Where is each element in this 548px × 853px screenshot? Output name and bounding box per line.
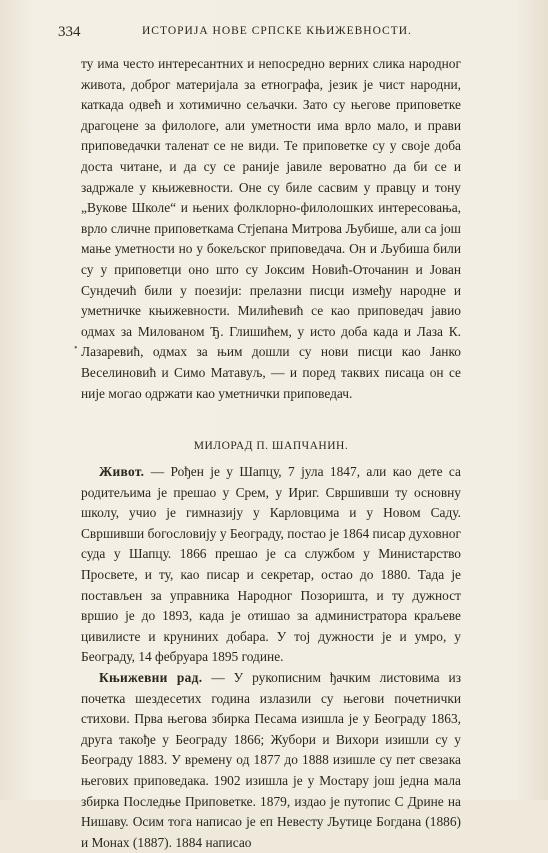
running-title: ИСТОРИЈА НОВЕ СРПСКЕ КЊИЖЕВНОСТИ.	[142, 25, 412, 37]
page-number: 334	[58, 24, 81, 40]
work-label: Књижевни рад.	[99, 670, 203, 686]
intro-paragraph: ту има често интересантних и непосредно верних слика народног живота, доброг материјала за етнографа, језик је чист народни, каткада одвећ и хотимично сељачки. Зато су његове приповетке драгоцене за филологе, али уметности има врло мало, и прави приповедачки таленат се не види. Те приповетке су у своје доба доста читане, и да су се раније јавиле вероватно да би се и задржале у књижевности. Оне су биле сасвим у правцу и тону „Вукове Школе“ и њених фолклорно-филолошких интересовања, врло сличне приповеткама Стјепана Митрова Љубише, али са још мање уметности но у бокељског приповедача. Он и Љубиша били су у приповетци оно што су Јоксим Новић-Оточанин и Јован Сундечић били у поезији: прелазни писци између народне и уметничке књижевности. Милићевић се као приповедач јавио одмах за Милованом Ђ. Глишићем, у исто доба када и Лаза К. Лазаревић, одмах за њим дошли су нови писци као Јанко Веселиновић и Симо Матавуљ, — и поред таквих писаца он се није могао одржати као уметнички приповедач.	[81, 56, 461, 401]
life-paragraph	[81, 462, 461, 668]
work-text: — У рукописним ђачким листовима из почетка шездесетих година излазили су његови почетнички стихови. Прва његова збирка Песама изишла је у Београду 1863, друга такође у Београду 1866; Жубори и Вихори изишли су у Београду 1883. У времену од 1877 до 1888 изишле су пет свезака његових приповедака. 1902 изишла је у Мостару још једна мала збирка Последње Приповетке. 1879, издао је путопис С Дрине на Нишаву. Осим тога написао је еп Невесту Љутице Богдана (1886) и Монах (1887). 1884 написао	[81, 670, 461, 850]
page-body	[81, 54, 461, 853]
margin-mark-dot-icon: •	[74, 343, 78, 354]
life-text: — Рођен је у Шапцу, 7 јула 1847, али као дете са родитељима је прешао у Срем, у Ириг. Свршивши ту основну школу, учио је гимназију у Карловцима и у Новом Саду. Свршивши богословију у Београду, постао је 1864 писар духовног суда у Шапцу. 1866 прешао је са службом у Министарство Просвете, и ту, као писар и секретар, остао до 1880. Тада је постављен за управника Народног Позоришта, и ту дужност вршио је до 1893, када је отишао за администратора краљеве цивилисте и круниних добара. У тој дужности је и умро, у Београду, 14 фебруара 1895 године.	[81, 464, 461, 665]
life-label: Живот.	[99, 464, 145, 480]
section-heading: МИЛОРАД П. ШАПЧАНИН.	[193, 440, 349, 453]
work-paragraph	[81, 668, 461, 853]
